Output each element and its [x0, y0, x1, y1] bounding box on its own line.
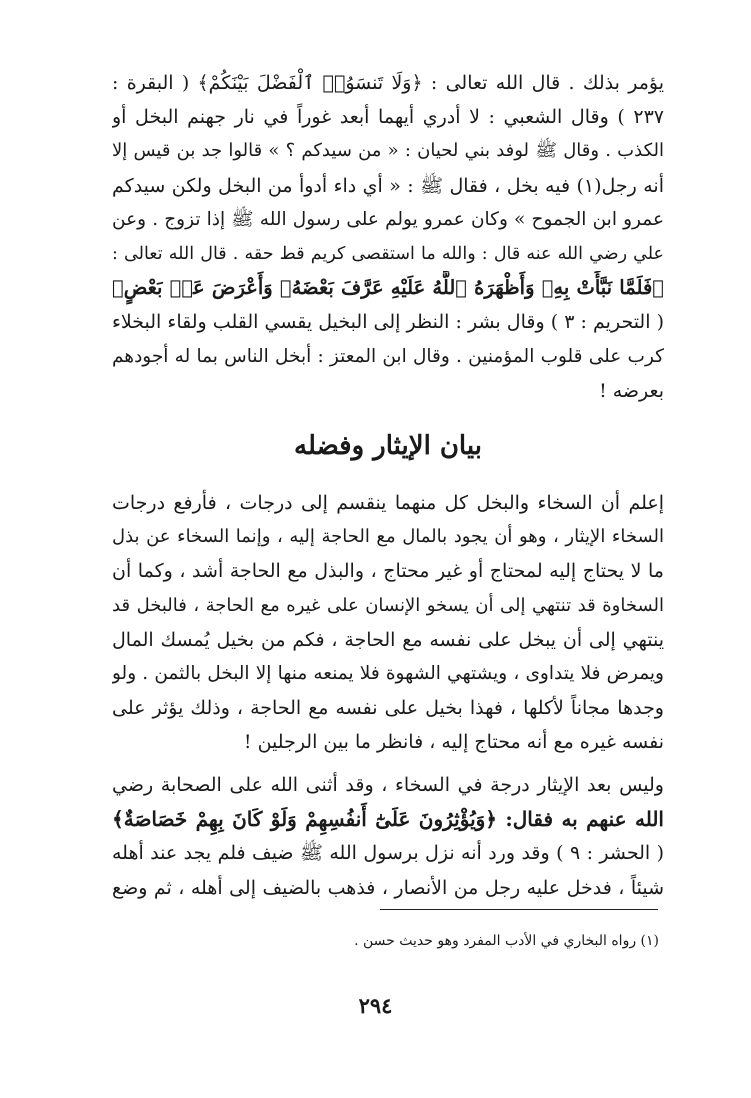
text-line: وليس بعد الإيثار درجة في السخاء ، وقد أثنى الله على الصحابة رضي [112, 774, 664, 796]
text-line: أنه رجل(١) فيه بخل ، فقال ﷺ : « أي داء أدوأ من البخل ولكن سيدكم [112, 174, 664, 197]
footnote: (١) رواه البخاري في الأدب المفرد وهو حديث حسن . [354, 933, 659, 949]
text-line: الكذب . وقال ﷺ لوفد بني لحيان : « من سيدكم ؟ » قالوا جد بن قيس إلا [112, 140, 664, 162]
text-line: السخاء الإيثار ، وهو أن يجود بالمال مع الحاجة إليه ، وإنما السخاء عن بذل [112, 526, 664, 548]
quran-verse-line: الله عنهم به فقال: ﴿وَيُؤْثِرُونَ عَلَىٰٓ أَنفُسِهِمْ وَلَوْ كَانَ بِهِمْ خَصَاصَةٌ﴾ [112, 807, 664, 832]
text-line: ويمرض فلا يتداوى ، ويشتهي الشهوة فلا يمنعه منها إلا البخل بالثمن . ولو [112, 662, 664, 684]
paragraph-altruism [112, 768, 664, 905]
text-line: علي رضي الله عنه قال : والله ما استقصى كريم قط حقه . قال الله تعالى : [112, 243, 664, 264]
text-line: إعلم أن السخاء والبخل كل منهما ينقسم إلى درجات ، فأرفع درجات [112, 492, 664, 514]
footnote-divider [380, 909, 658, 910]
text-line: كرب على قلوب المؤمنين . وقال ابن المعتز : أبخل الناس بما له أجودهم [112, 345, 664, 367]
page-number: ٢٩٤ [358, 993, 393, 1018]
text-line: السخاوة قد تنتهي إلى أن يسخو الإنسان على غيره مع الحاجة ، فالبخل قد [112, 594, 664, 616]
text-line: ( التحريم : ٣ ) وقال بشر : النظر إلى البخيل يقسي القلب ولقاء البخلاء [112, 311, 664, 334]
text-line: ( الحشر : ٩ ) وقد ورد أنه نزل برسول الله ﷺ ضيف فلم يجد عند أهله [112, 842, 664, 865]
text-line: ٢٣٧ ) وقال الشعبي : لا أدري أيهما أبعد غوراً في نار جهنم البخل أو [112, 106, 664, 129]
text-line: عمرو ابن الجموح » وكان عمرو يولم على رسول الله ﷺ إذا تزوج . وعن [112, 208, 664, 230]
paragraph-generosity-sayings [112, 66, 664, 408]
text-line: ينتهي إلى أن يبخل على نفسه مع الحاجة ، فكم من بخيل يُمسك المال [112, 628, 664, 651]
text-line: ما لا يحتاج إليه لمحتاج أو غير محتاج ، والبذل مع الحاجة أشد ، وكما أن [112, 560, 664, 583]
text-line: يؤمر بذلك . قال الله تعالى : ﴿وَلَا تَنسَوُا۟ ٱلْفَضْلَ بَيْنَكُمْ﴾ ( البقرة : [112, 72, 664, 94]
text-line: وجدها مجاناً لأكلها ، فهذا بخيل على نفسه مع الحاجة ، وذلك يؤثر على [112, 697, 664, 720]
paragraph-degrees-of-generosity [112, 486, 664, 760]
text-line: بعرضه ! [599, 379, 664, 402]
section-heading: بيان الإيثار وفضله [294, 431, 482, 461]
text-line: شيئاً ، فدخل عليه رجل من الأنصار ، فذهب بالضيف إلى أهله ، ثم وضع [112, 876, 664, 899]
text-line: نفسه غيره مع أنه محتاج إليه ، فانظر ما بين الرجلين ! [243, 731, 664, 754]
quran-verse-line: ﴿فَلَمَّا نَبَّأَتْ بِهِۦ وَأَظْهَرَهُ ٱللَّهُ عَلَيْهِ عَرَّفَ بَعْضَهُۥ وَأَعْرَضَ عَنۢ بَعْضٍ﴾ [112, 276, 664, 300]
